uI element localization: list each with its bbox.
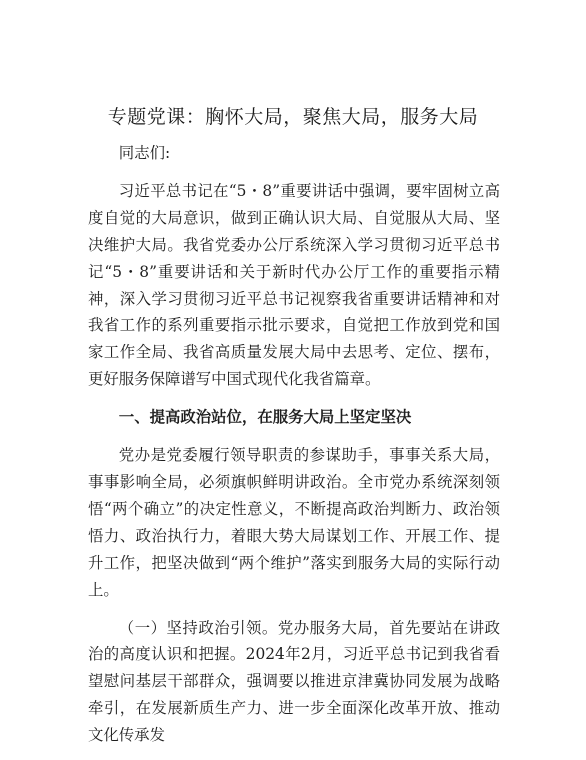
section-heading-1: 一、提高政治站位，在服务大局上坚定坚决 [118,408,412,427]
document-title: 专题党课：胸怀大局，聚焦大局，服务大局 [107,106,479,128]
paragraph-section-1: 党办是党委履行领导职责的参谋助手，事事关系大局，事事影响全局，必须旗帜鲜明讲政治。全市党办系统深刻领悟“两个确立”的决定性意义，不断提高政治判断力、政治领悟力、政治执行力，着眼大势大局谋划工作、开展工作、提升工作，把坚决做到“两个维护”落实到服务大局的实际行动上。 [88,446,500,599]
paragraph-subsection-1: （一）坚持政治引领。党办服务大局，首先要站在讲政治的高度认识和把握。2024年2月，习近平总书记到我省看望慰问基层干部群众，强调要以推进京津冀协同发展为战略牵引，在发展新质生产力、进一步全面深化改革开放、推动文化传承发 [88,618,500,745]
document-body [88,140,500,760]
paragraph-intro: 习近平总书记在“5・8”重要讲话中强调，要牢固树立高度自觉的大局意识，做到正确认识大局、自觉服从大局、坚决维护大局。我省党委办公厅系统深入学习贯彻习近平总书记“5・8”重要讲话和关于新时代办公厅工作的重要指示精神，深入学习贯彻习近平总书记视察我省重要讲话精神和对我省工作的系列重要指示批示要求，自觉把工作放到党和国家工作全局、我省高质量发展大局中去思考、定位、摆布，更好服务保障谱写中国式现代化我省篇章。 [88,181,500,389]
salutation: 同志们: [118,144,171,162]
